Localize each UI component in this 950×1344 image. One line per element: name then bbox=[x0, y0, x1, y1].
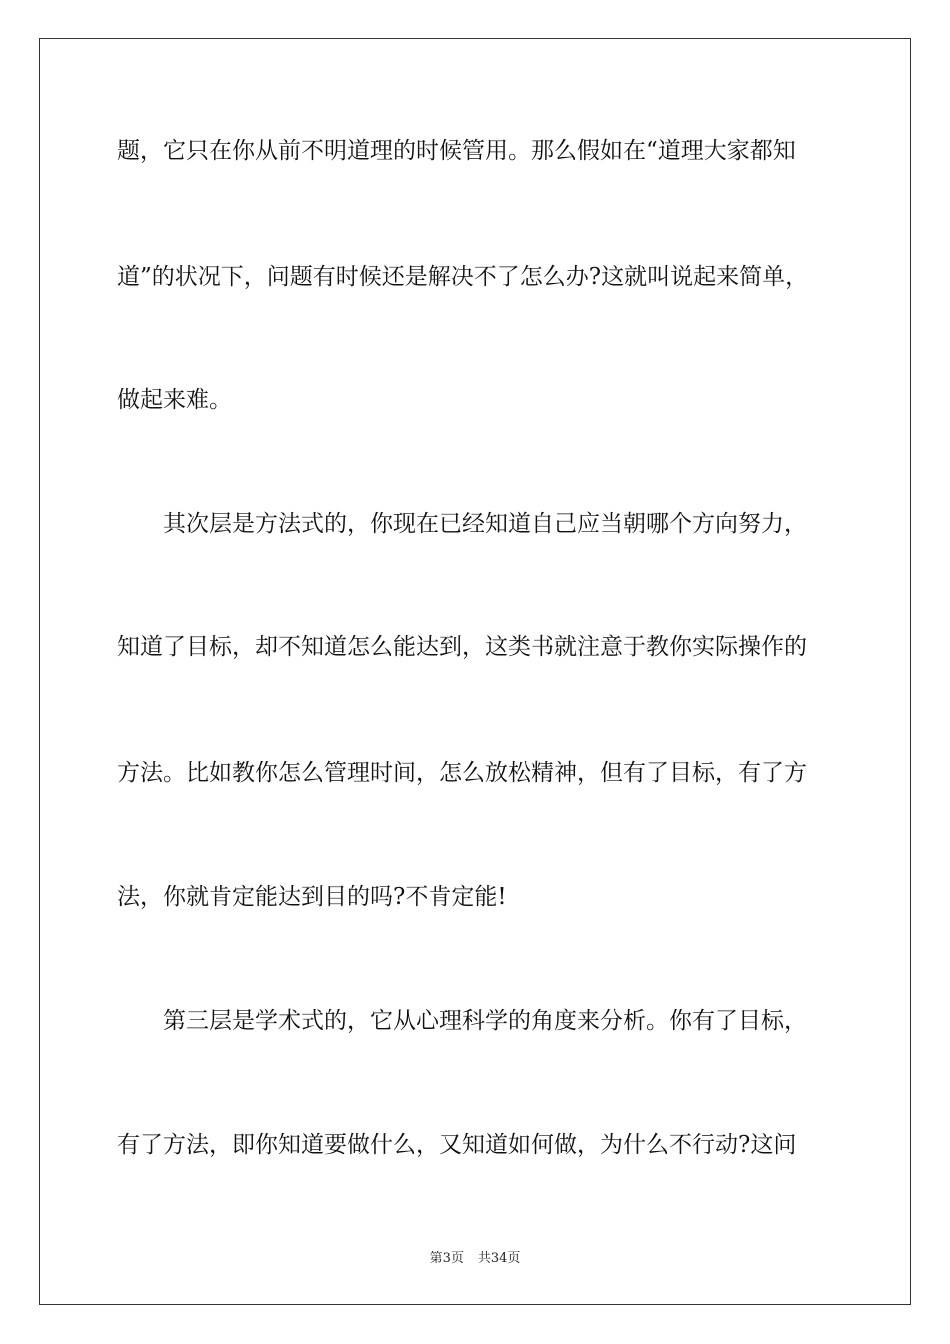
text-line-9: 有了方法，即你知道要做什么，又知道如何做，为什么不行动?这问 bbox=[117, 1132, 797, 1158]
text-line-3: 做起来难。 bbox=[117, 387, 232, 413]
text-line-4: 其次层是方法式的，你现在已经知道自己应当朝哪个方向努力， bbox=[117, 511, 807, 537]
page-border bbox=[39, 38, 911, 1305]
text-line-1: 题，它只在你从前不明道理的时候管用。那么假如在“道理大家都知 bbox=[117, 138, 796, 164]
total-pages: 共34页 bbox=[477, 1251, 521, 1266]
page-number: 第3页 bbox=[429, 1251, 464, 1266]
text-line-7: 法，你就肯定能达到目的吗?不肯定能! bbox=[117, 884, 507, 910]
text-line-8: 第三层是学术式的，它从心理科学的角度来分析。你有了目标， bbox=[117, 1008, 807, 1034]
text-line-6: 方法。比如教你怎么管理时间，怎么放松精神，但有了目标，有了方 bbox=[117, 760, 807, 786]
text-line-5: 知道了目标，却不知道怎么能达到，这类书就注意于教你实际操作的 bbox=[117, 634, 807, 660]
text-line-2: 道”的状况下，问题有时候还是解决不了怎么办?这就叫说起来简单， bbox=[117, 264, 809, 290]
page-footer bbox=[0, 1247, 950, 1266]
